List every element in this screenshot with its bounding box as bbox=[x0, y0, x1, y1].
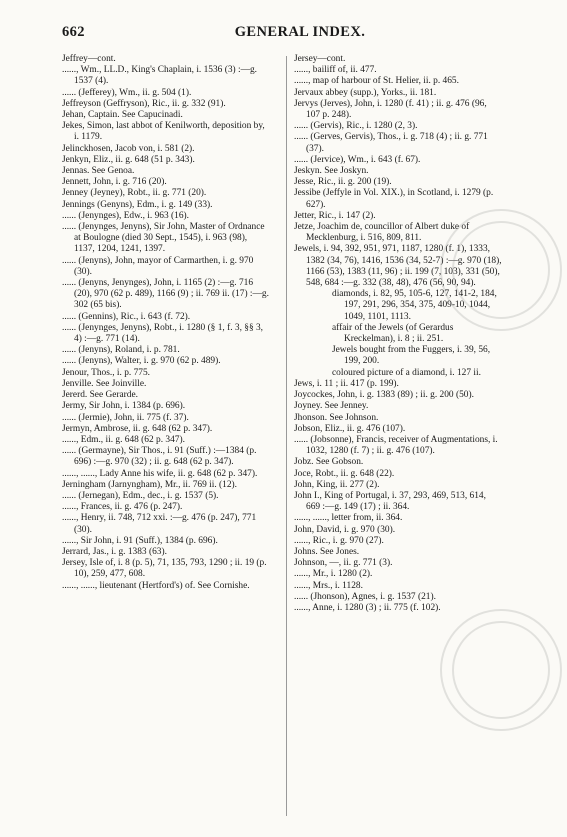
index-entry: ......, Anne, i. 1280 (3) ; ii. 775 (f. 102). bbox=[294, 602, 441, 613]
index-entry: Jersey—cont. bbox=[294, 54, 346, 64]
index-entry: Jeffrey—cont. bbox=[62, 54, 116, 64]
index-subentry: diamonds, i. 82, 95, 105-6, 127, 141-2, 184, 197, 291, 296, 354, 375, 409-10, 1044, 1049, 1101, 1113. bbox=[332, 289, 497, 322]
index-entry: ...... (Jhonson), Agnes, i. g. 1537 (21). bbox=[294, 591, 436, 602]
index-entry: Jermyn, Ambrose, ii. g. 648 (62 p. 347). bbox=[62, 423, 213, 434]
index-entry: Jessibe (Jeffyle in Vol. XIX.), in Scotland, i. 1279 (p. 627). bbox=[294, 188, 494, 210]
index-entry: Jekes, Simon, last abbot of Kenilworth, deposition by, i. 1179. bbox=[62, 121, 265, 143]
index-entry: ...... (Jenyns), John, mayor of Carmarthen, i. g. 970 (30). bbox=[62, 255, 254, 277]
index-entry: ...... (Germayne), Sir Thos., i. 91 (Suff.) :—1384 (p. 696) :—g. 970 (32) ; ii. g. 648 (62 p. 347). bbox=[62, 446, 257, 468]
page-number: 662 bbox=[62, 24, 85, 40]
index-entry: ......, Frances, ii. g. 476 (p. 247). bbox=[62, 502, 183, 513]
left-column bbox=[62, 54, 270, 592]
index-entry: ......, ......, Lady Anne his wife, ii. g. 648 (62 p. 347). bbox=[62, 468, 258, 479]
index-subentry: affair of the Jewels (of Gerardus Kreckelman), i. 8 ; ii. 251. bbox=[332, 322, 454, 345]
index-entry: Jeskyn. See Joskyn. bbox=[294, 166, 369, 177]
index-entry: Jerningham (Jarnyngham), Mr., ii. 769 ii. (12). bbox=[62, 479, 237, 490]
index-entry: ...... (Jobsonne), Francis, receiver of Augmentations, i. 1032, 1280 (f. 7) ; ii. g. 476 (107). bbox=[294, 434, 498, 457]
index-entry: ......, Edm., ii. g. 648 (62 p. 347). bbox=[62, 434, 185, 445]
index-subentry: Jewels bought from the Fuggers, i. 39, 56, 199, 200. bbox=[332, 345, 491, 367]
index-entry: Jelinckhosen, Jacob von, i. 581 (2). bbox=[62, 143, 195, 154]
index-entry: Jerrard, Jas., i. g. 1383 (63). bbox=[62, 546, 167, 557]
index-entry: ......, bailiff of, ii. 477. bbox=[294, 65, 377, 76]
index-subentry: coloured picture of a diamond, i. 127 ii. bbox=[332, 367, 481, 378]
running-head: GENERAL INDEX. bbox=[234, 24, 366, 40]
index-entry: ......, Wm., LL.D., King's Chaplain, i. 1536 (3) :—g. 1537 (4). bbox=[62, 65, 257, 87]
column-divider bbox=[286, 56, 287, 816]
index-entry: Jennett, John, i. g. 716 (20). bbox=[62, 177, 167, 188]
index-entry: Jenour, Thos., i. p. 775. bbox=[62, 367, 150, 378]
index-entry: ...... (Gervis), Ric., i. 1280 (2, 3). bbox=[294, 121, 418, 132]
index-entry: Jetze, Joachim de, councillor of Albert duke of Mecklenburg, i. 516, 809, 811. bbox=[294, 222, 470, 244]
index-entry: Jetter, Ric., i. 147 (2). bbox=[294, 210, 376, 221]
index-entry: John I., King of Portugal, i. 37, 293, 469, 513, 614, 669 :—g. 149 (17) ; ii. 364. bbox=[294, 490, 486, 513]
index-entry: ...... (Jenyns), Roland, i. p. 781. bbox=[62, 345, 180, 356]
index-entry: Jererd. See Gerarde. bbox=[62, 390, 138, 401]
index-entry: Jesse, Ric., ii. g. 200 (19). bbox=[294, 177, 392, 188]
index-entry: Jews, i. 11 ; ii. 417 (p. 199). bbox=[294, 378, 399, 389]
index-entry: ...... (Jenynges, Jenyns), Robt., i. 1280 (§ 1, f. 3, §§ 3, 4) :—g. 771 (14). bbox=[62, 322, 264, 345]
index-entry: Jervaux abbey (supp.), Yorks., ii. 181. bbox=[294, 87, 437, 98]
index-entry: ...... (Jefferey), Wm., ii. g. 504 (1). bbox=[62, 87, 192, 98]
index-entry: ......, Ric., i. g. 970 (27). bbox=[294, 535, 384, 546]
index-entry: ......, Sir John, i. 91 (Suff.), 1384 (p. 696). bbox=[62, 535, 218, 546]
index-entry: Jenney (Jeyney), Robt., ii. g. 771 (20). bbox=[62, 188, 207, 199]
index-entry: Joyney. See Jenney. bbox=[294, 401, 369, 412]
index-entry: Jenville. See Joinville. bbox=[62, 378, 147, 389]
index-entry: Jehan, Captain. See Capucinadi. bbox=[62, 110, 183, 121]
index-entry: ...... (Jervice), Wm., i. 643 (f. 67). bbox=[294, 154, 421, 165]
index-entry: Jennas. See Genoa. bbox=[62, 166, 135, 177]
index-entry: Jeffreyson (Geffryson), Ric., ii. g. 332 (91). bbox=[62, 98, 226, 109]
index-entry: Jervys (Jerves), John, i. 1280 (f. 41) ; ii. g. 476 (96, 107 p. 248). bbox=[294, 98, 487, 121]
index-entry: ......, Henry, ii. 748, 712 xxi. :—g. 476 (p. 247), 771 (30). bbox=[62, 513, 257, 535]
index-entry: Jermy, Sir John, i. 1384 (p. 696). bbox=[62, 401, 186, 412]
index-entry: Johns. See Jones. bbox=[294, 546, 360, 557]
right-column bbox=[294, 54, 502, 614]
index-entry: Jhonson. See Johnson. bbox=[294, 412, 379, 423]
index-entry: Jobson, Eliz., ii. g. 476 (107). bbox=[294, 423, 406, 434]
index-entry: Jewels, i. 94, 392, 951, 971, 1187, 1280 (f. 1), 1333, 1382 (34, 76), 1416, 1536 (34, 52-7) :—g. 970 (18), 1166 (53), 1383 (11, 96) ; ii. 199 (7, 103), 331 (50), 548, 684 :—g. 332 (38, 48), 476 (56, 90, 94). bbox=[294, 244, 502, 289]
index-entry: ...... (Gennins), Ric., i. 643 (f. 72). bbox=[62, 311, 191, 322]
index-entry: ......, ......, letter from, ii. 364. bbox=[294, 513, 403, 524]
index-entry: Jennings (Genyns), Edm., i. g. 149 (33). bbox=[62, 199, 213, 210]
index-entry: Jobz. See Gobson. bbox=[294, 457, 364, 468]
index-entry: ...... (Jenyns, Jenynges), John, i. 1165 (2) :—g. 716 (20), 970 (62 p. 489), 1166 (9) ; ii. 769 ii. (17) :—g. 302 (65 bis). bbox=[62, 278, 269, 311]
index-entry: Jenkyn, Eliz., ii. g. 648 (51 p. 343). bbox=[62, 154, 195, 165]
index-entry: Jersey, Isle of, i. 8 (p. 5), 71, 135, 793, 1290 ; ii. 19 (p. 10), 259, 477, 608. bbox=[62, 558, 267, 580]
page-header bbox=[62, 24, 502, 44]
index-entry: ...... (Gerves, Gervis), Thos., i. g. 718 (4) ; ii. g. 771 (37). bbox=[294, 132, 488, 154]
index-entry: Joycockes, John, i. g. 1383 (89) ; ii. g. 200 (50). bbox=[294, 390, 474, 401]
index-entry: Joce, Robt., ii. g. 648 (22). bbox=[294, 468, 395, 479]
index-entry: ...... (Jenynges), Edw., i. 963 (16). bbox=[62, 210, 189, 221]
index-entry: ...... (Jermie), John, ii. 775 (f. 37). bbox=[62, 412, 189, 423]
index-entry: ......, map of harbour of St. Helier, ii. p. 465. bbox=[294, 76, 459, 87]
index-entry: ...... (Jenynges, Jenyns), Sir John, Master of Ordnance at Boulogne (died 30 Sept., 1545), i. 963 (98), 1137, 1204, 1241, 1397. bbox=[62, 222, 265, 255]
index-entry: Johnson, —, ii. g. 771 (3). bbox=[294, 558, 393, 569]
index-entry: ......, Mr., i. 1280 (2). bbox=[294, 569, 373, 580]
index-entry: ......, ......, lieutenant (Hertford's) of. See Cornishe. bbox=[62, 580, 250, 591]
index-entry: ...... (Jernegan), Edm., dec., i. g. 1537 (5). bbox=[62, 490, 219, 501]
index-entry: ......, Mrs., i. 1128. bbox=[294, 580, 363, 591]
index-entry: John, King, ii. 277 (2). bbox=[294, 479, 380, 490]
index-entry: John, David, i. g. 970 (30). bbox=[294, 524, 396, 535]
index-entry: ...... (Jenyns), Walter, i. g. 970 (62 p. 489). bbox=[62, 356, 221, 367]
